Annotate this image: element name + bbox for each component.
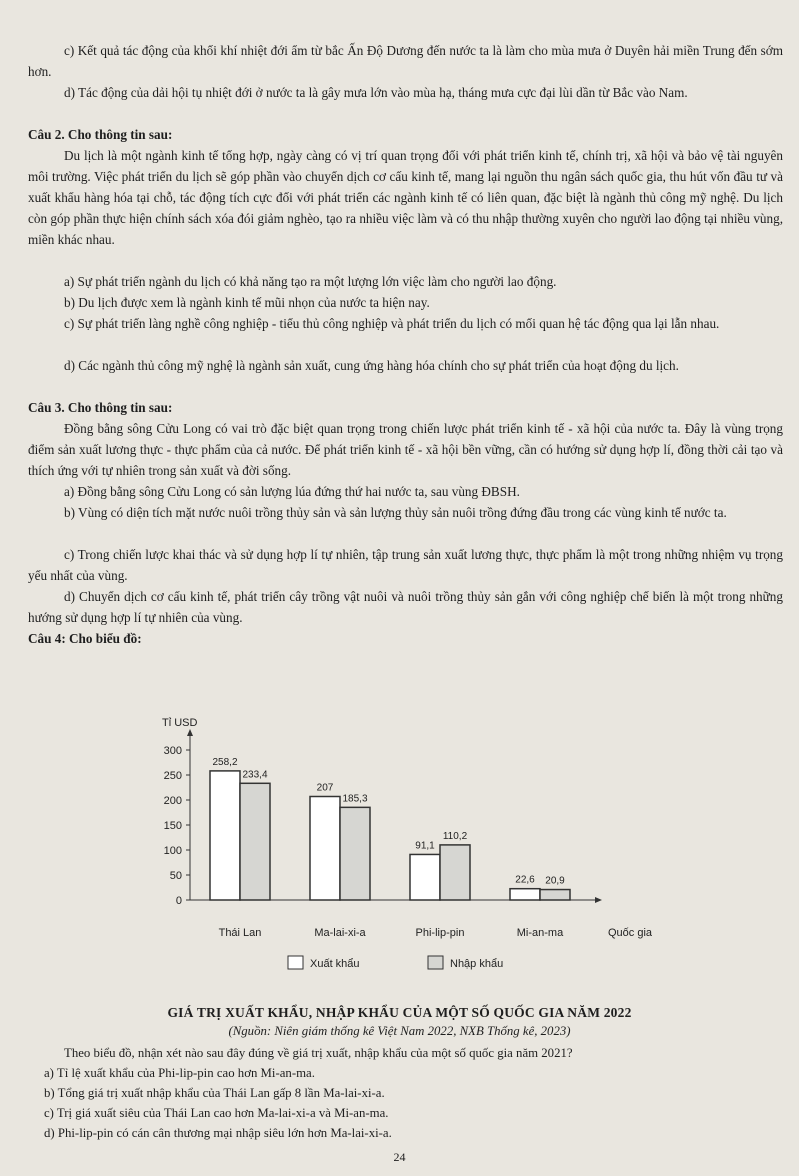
y-axis-label: Tỉ USD bbox=[162, 717, 198, 729]
y-tick-label: 200 bbox=[163, 795, 182, 807]
legend-label: Xuất khẩu bbox=[310, 958, 360, 970]
bar-export bbox=[410, 854, 440, 900]
q4-option-c: c) Trị giá xuất siêu của Thái Lan cao hơn Ma-lai-xi-a và Mi-an-ma. bbox=[44, 1106, 389, 1120]
y-tick-label: 300 bbox=[163, 745, 182, 757]
category-label: Ma-lai-xi-a bbox=[314, 927, 366, 939]
bar-import bbox=[540, 890, 570, 900]
data-label: 91,1 bbox=[415, 840, 435, 852]
legend-swatch-import bbox=[428, 956, 443, 969]
data-label: 233,4 bbox=[242, 769, 268, 781]
q3-title: Câu 3. Cho thông tin sau: bbox=[28, 400, 173, 415]
x-axis-label: Quốc gia bbox=[608, 927, 653, 939]
bar-import bbox=[440, 845, 470, 900]
page-number: 24 bbox=[393, 1150, 406, 1164]
q3-option-c: c) Trong chiến lược khai thác và sử dụng hợp lí tự nhiên, tập trung sản xuất lương thực, thực phẩm là một trong những nhiệm vụ trọng yếu nhất của vùng. bbox=[28, 547, 783, 583]
bar-import bbox=[240, 783, 270, 900]
data-label: 185,3 bbox=[342, 793, 368, 805]
bar-chart bbox=[140, 710, 660, 1010]
data-label: 110,2 bbox=[442, 830, 468, 842]
q4-option-a: a) Tỉ lệ xuất khẩu của Phi-lip-pin cao hơn Mi-an-ma. bbox=[44, 1066, 315, 1080]
y-axis-arrow bbox=[187, 729, 193, 736]
q1-option-d: d) Tác động của dải hội tụ nhiệt đới ở nước ta là gây mưa lớn vào mùa hạ, tháng mưa cực đại lùi dần từ Bắc vào Nam. bbox=[64, 85, 688, 100]
q2-option-d: d) Các ngành thủ công mỹ nghệ là ngành sản xuất, cung ứng hàng hóa chính cho sự phát triển của hoạt động du lịch. bbox=[64, 358, 679, 373]
q2-title: Câu 2. Cho thông tin sau: bbox=[28, 127, 173, 142]
q3-option-b: b) Vùng có diện tích mặt nước nuôi trồng thủy sản và sản lượng thủy sản nuôi trồng đứng đầu trong các vùng kinh tế nước ta. bbox=[64, 505, 727, 520]
q4-title: Câu 4: Cho biểu đồ: bbox=[28, 631, 142, 646]
data-label: 20,9 bbox=[545, 875, 565, 887]
category-label: Phi-lip-pin bbox=[415, 927, 465, 939]
chart-caption: GIÁ TRỊ XUẤT KHẨU, NHẬP KHẨU CỦA MỘT SỐ QUỐC GIA NĂM 2022 bbox=[167, 1005, 632, 1020]
q4-question: Theo biểu đồ, nhận xét nào sau đây đúng về giá trị xuất, nhập khẩu của một số quốc gia năm 2021? bbox=[64, 1046, 573, 1060]
q3-option-d: d) Chuyển dịch cơ cấu kinh tế, phát triển cây trồng vật nuôi và nuôi trồng thủy sản gắn với công nghiệp chế biến là một trong những hướng sử dụng hợp lí tự nhiên của vùng. bbox=[28, 589, 783, 625]
y-tick-label: 0 bbox=[175, 895, 182, 907]
q2-passage: Du lịch là một ngành kinh tế tổng hợp, ngày càng có vị trí quan trọng đối với phát triển kinh tế, chính trị, xã hội và bảo vệ tài nguyên môi trường. Việc phát triển du lịch sẽ góp phần vào chuyển dịch cơ cấu kinh tế, mang lại nguồn thu ngân sách quốc gia, thu hút vốn đầu tư và xuất khẩu hàng hóa tại chỗ, tác động tích cực đối với phát triển các ngành kinh tế có liên quan, đặc biệt là ngành thủ công mỹ nghệ. Du lịch còn góp phần thực hiện chính sách xóa đói giảm nghèo, tạo ra nhiều việc làm và có thu nhập thường xuyên cho người lao động tại nhiều vùng, miền khác nhau. bbox=[28, 148, 783, 247]
x-axis-arrow bbox=[595, 897, 602, 903]
data-label: 22,6 bbox=[515, 874, 535, 886]
q2-option-a: a) Sự phát triển ngành du lịch có khả năng tạo ra một lượng lớn việc làm cho người lao động. bbox=[64, 274, 557, 289]
data-label: 207 bbox=[316, 782, 334, 794]
y-tick-label: 250 bbox=[163, 770, 182, 782]
q2-option-c: c) Sự phát triển làng nghề công nghiệp - tiểu thủ công nghiệp và phát triển du lịch có mối quan hệ tác động qua lại lẫn nhau. bbox=[64, 316, 720, 331]
y-tick-label: 50 bbox=[169, 870, 182, 882]
chart-container bbox=[140, 710, 660, 1010]
legend-label: Nhập khẩu bbox=[450, 958, 504, 970]
category-label: Mi-an-ma bbox=[516, 927, 564, 939]
y-tick-label: 150 bbox=[163, 820, 182, 832]
data-label: 258,2 bbox=[212, 756, 238, 768]
q2-option-b: b) Du lịch được xem là ngành kinh tế mũi nhọn của nước ta hiện nay. bbox=[64, 295, 430, 310]
category-label: Thái Lan bbox=[218, 927, 262, 939]
chart-source: (Nguồn: Niên giám thống kê Việt Nam 2022, NXB Thống kê, 2023) bbox=[228, 1024, 571, 1038]
y-tick-label: 100 bbox=[163, 845, 182, 857]
bar-export bbox=[510, 889, 540, 900]
q3-option-a: a) Đồng bằng sông Cửu Long có sản lượng lúa đứng thứ hai nước ta, sau vùng ĐBSH. bbox=[64, 484, 520, 499]
q3-passage: Đồng bằng sông Cửu Long có vai trò đặc biệt quan trọng trong chiến lược phát triển kinh tế - xã hội của nước ta. Đây là vùng trọng điểm sản xuất lương thực - thực phẩm của cả nước. Để phát triển kinh tế - xã hội bền vững, cần có hướng sử dụng hợp lí, đồng thời cải tạo và thích ứng với tự nhiên trong sản xuất và đời sống. bbox=[28, 421, 783, 478]
q4-option-b: b) Tổng giá trị xuất nhập khẩu của Thái Lan gấp 8 lần Ma-lai-xi-a. bbox=[44, 1086, 385, 1100]
bar-export bbox=[210, 771, 240, 900]
bar-import bbox=[340, 807, 370, 900]
legend-swatch-export bbox=[288, 956, 303, 969]
q1-option-c: c) Kết quả tác động của khối khí nhiệt đới ẩm từ bắc Ấn Độ Dương đến nước ta là làm cho mùa mưa ở Duyên hải miền Trung đến sớm hơn. bbox=[28, 43, 783, 79]
bar-export bbox=[310, 797, 340, 901]
q4-option-d: d) Phi-lip-pin có cán cân thương mại nhập siêu lớn hơn Ma-lai-xi-a. bbox=[44, 1126, 392, 1140]
